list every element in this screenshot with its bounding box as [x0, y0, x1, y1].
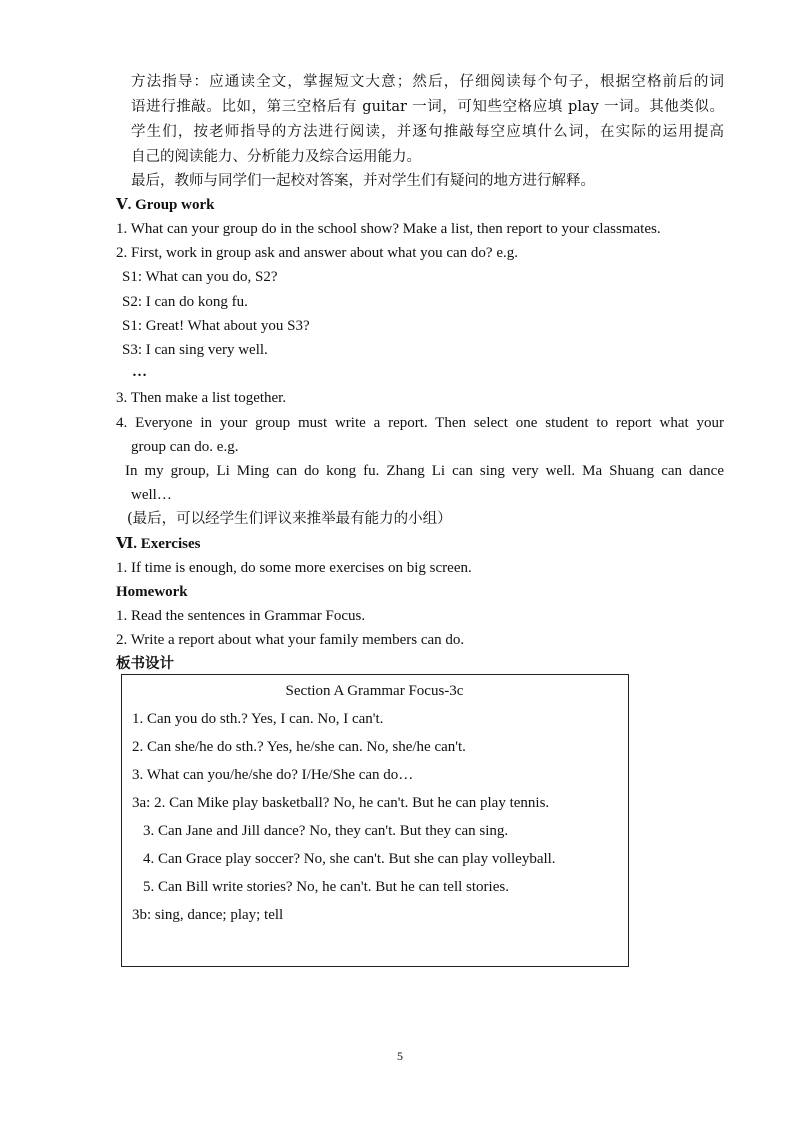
board-line: 5. Can Bill write stories? No, he can't. But he can tell stories.	[143, 879, 509, 895]
board-line: 3b: sing, dance; play; tell	[132, 907, 284, 923]
list-item: 2. Write a report about what your family members can do.	[116, 632, 465, 648]
list-item: 2. First, work in group ask and answer about what you can do? e.g.	[116, 245, 518, 261]
dialog-line: S2: I can do kong fu.	[122, 294, 248, 310]
dialog-line: S1: What can you do, S2?	[122, 269, 278, 285]
board-line: 4. Can Grace play soccer? No, she can't. But she can play volleyball.	[143, 851, 556, 867]
intro-line: 自己的阅读能力、分析能力及综合运用能力。	[131, 149, 421, 165]
board-line: 2. Can she/he do sth.? Yes, he/she can. No, she/he can't.	[132, 739, 466, 755]
note: (最后，可以经学生们评议来推举最有能力的小组）	[127, 511, 452, 527]
section-heading: Ⅴ. Group work	[116, 197, 215, 213]
page-number: 5	[397, 1049, 403, 1063]
section-heading: 板书设计	[116, 655, 174, 672]
board-title: Section A Grammar Focus-3c	[285, 683, 464, 699]
board-line: 1. Can you do sth.? Yes, I can. No, I can't.	[132, 711, 384, 727]
intro-line: 最后，教师与同学们一起校对答案，并对学生们有疑问的地方进行解释。	[131, 173, 595, 189]
dialog-line: S3: I can sing very well.	[122, 342, 268, 358]
section-heading: Homework	[116, 584, 188, 600]
intro-line: 方法指导：应通读全文，掌握短文大意；然后，仔细阅读每个句子，根据空格前后的词	[131, 74, 724, 90]
board-line: 3. Can Jane and Jill dance? No, they can't. But they can sing.	[143, 823, 509, 839]
list-item-continuation: group can do. e.g.	[131, 439, 239, 455]
example-line: In my group, Li Ming can do kong fu. Zhang Li can sing very well. Ma Shuang can dance	[125, 463, 724, 479]
list-item: 1. What can your group do in the school show? Make a list, then report to your classmates.	[116, 221, 661, 237]
list-item: 4. Everyone in your group must write a report. Then select one student to report what your	[116, 415, 724, 431]
ellipsis: …	[132, 364, 147, 380]
example-line: well…	[131, 487, 172, 503]
section-heading: Ⅵ. Exercises	[116, 536, 201, 552]
intro-line: 学生们，按老师指导的方法进行阅读，并逐句推敲每空应填什么词，在实际的运用提高	[131, 124, 724, 140]
dialog-line: S1: Great! What about you S3?	[122, 318, 310, 334]
list-item: 1. Read the sentences in Grammar Focus.	[116, 608, 366, 624]
board-box	[121, 674, 629, 967]
intro-line: 语进行推敲。比如，第三空格后有 guitar 一词，可知些空格应填 play 一词。其他类似。	[131, 99, 724, 115]
board-line: 3a: 2. Can Mike play basketball? No, he can't. But he can play tennis.	[132, 795, 550, 811]
list-item: 1. If time is enough, do some more exercises on big screen.	[116, 560, 472, 576]
list-item: 3. Then make a list together.	[116, 390, 287, 406]
board-line: 3. What can you/he/she do? I/He/She can do…	[132, 767, 414, 783]
